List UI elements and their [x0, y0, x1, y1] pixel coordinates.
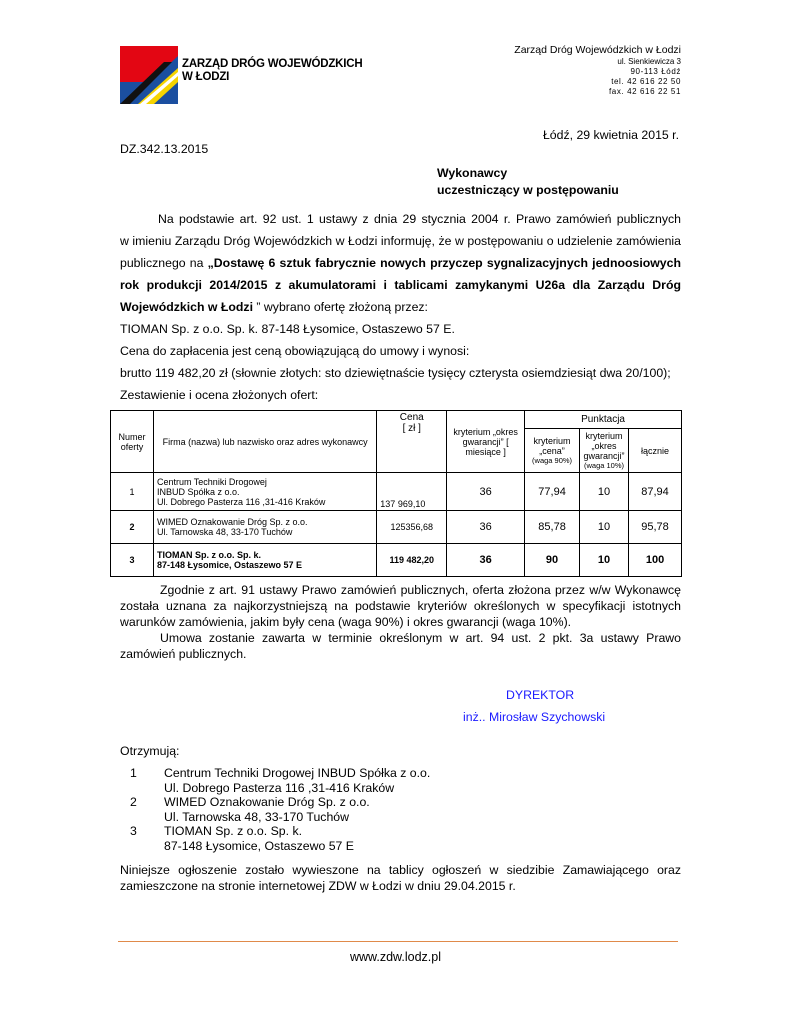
row-score-warranty: 10: [580, 544, 629, 577]
list-item-line: Ul. Tarnowska 48, 33-170 Tuchów: [164, 809, 350, 824]
header-address: [514, 44, 681, 97]
recipient-line2: uczestniczący w postępowaniu: [437, 183, 619, 197]
header-price-unit: [ zł ]: [402, 423, 421, 434]
recipient-line1: Wykonawcy: [437, 166, 508, 180]
row-firm: [153, 544, 376, 577]
header-crit-price-weight: (waga 90%): [532, 456, 573, 465]
table-row: [111, 473, 682, 511]
price-line: brutto 119 482,20 zł (słownie złotych: sto dziewiętnaście tysięcy czterysta osiemdziesiąt dwa 20/100);: [120, 366, 671, 380]
firm-line: Ul. Dobrego Pasterza 116 ,31-416 Kraków: [156, 496, 326, 507]
firm-line: Ul. Tarnowska 48, 33-170 Tuchów: [156, 527, 293, 537]
firm-line: TIOMAN Sp. z o.o. Sp. k.: [156, 550, 261, 560]
list-item: [130, 795, 430, 810]
header-total: łącznie: [629, 429, 682, 473]
recipients-list: [130, 766, 430, 853]
firm-line: INBUD Spółka z o.o.: [156, 486, 240, 497]
price-intro: Cena do zapłacenia jest ceną obowiązującą do umowy i wynosi:: [120, 344, 470, 358]
list-item-number: 1: [130, 766, 137, 780]
subject-bold-2: rok produkcji 2014/2015 z akumulatorami i tablicami zamykanymi U26a dla Zarządu Dróg: [120, 278, 681, 292]
row-price: 119 482,20: [377, 544, 447, 577]
firm-line: Centrum Techniki Drogowej: [156, 476, 267, 487]
row-price: 125356,68: [377, 511, 447, 544]
phone: tel. 42 616 22 50: [611, 77, 681, 86]
subject-bold-3: Wojewódzkich w Łodzi: [120, 300, 253, 314]
firm-line: WIMED Oznakowanie Dróg Sp. z o.o.: [156, 517, 308, 527]
city: 90-113 Łódź: [630, 67, 681, 76]
firm-line: 87-148 Łysomice, Ostaszewo 57 E: [156, 560, 303, 570]
row-price: 137 969,10: [377, 473, 447, 511]
header-price-label: Cena: [399, 412, 424, 423]
table-title: Zestawienie i ocena złożonych ofert:: [120, 388, 319, 402]
header-firm: Firma (nazwa) lub nazwisko oraz adres wykonawcy: [153, 411, 376, 473]
header-crit-price: [525, 429, 580, 473]
row-total: 95,78: [629, 511, 682, 544]
header-criterion: kryterium „okres gwarancji” [ miesiące ]: [447, 411, 525, 473]
award-paragraph: Zgodnie z art. 91 ustawy Prawo zamówień publicznych, oferta złożona przez w/w Wykonawcę została uznana za najkorzystniejszą na podstawie kryteriów określonych w specyfikacji istotnych warunków zamówienia, jakim były cena (waga 90%) i okres gwarancji (waga 10%).: [120, 583, 681, 629]
body-line3: [120, 252, 681, 274]
row-firm: [153, 511, 376, 544]
header-crit-price-label: kryterium „cena”: [533, 436, 571, 456]
offers-table: [110, 410, 682, 577]
list-item-line: Centrum Techniki Drogowej INBUD Spółka z o.o.: [164, 766, 431, 780]
winner-line: TIOMAN Sp. z o.o. Sp. k. 87-148 Łysomice, Ostaszewo 57 E.: [120, 322, 455, 336]
org-name: Zarząd Dróg Wojewódzkich w Łodzi: [514, 44, 681, 56]
row-number: 1: [111, 473, 154, 511]
header-scoring: Punktacja: [525, 411, 682, 429]
row-total: 100: [629, 544, 682, 577]
zdw-logo: [120, 46, 178, 104]
row-firm: [153, 473, 376, 511]
body-line3-pre: publicznego na: [120, 256, 208, 270]
closing-note: Niniejsze ogłoszenie zostało wywieszone na tablicy ogłoszeń w siedzibie Zamawiającego oraz zamieszczone na stronie internetowej ZDW w Łodzi w dniu 29.04.2015 r.: [120, 863, 681, 893]
logo-text: [182, 58, 362, 84]
body-line5-rest: ” wybrano ofertę złożoną przez:: [253, 300, 428, 314]
signer-title: DYREKTOR: [506, 688, 575, 702]
logo-line1: ZARZĄD DRÓG WOJEWÓDZKICH: [182, 58, 363, 70]
place-date: Łódź, 29 kwietnia 2015 r.: [542, 128, 679, 142]
header-crit-warranty: [580, 429, 629, 473]
list-item-line: WIMED Oznakowanie Dróg Sp. z o.o.: [164, 795, 370, 809]
list-item-line: 87-148 Łysomice, Ostaszewo 57 E: [164, 838, 355, 853]
street: ul. Sienkiewicza 3: [617, 57, 681, 66]
row-number: 3: [111, 544, 154, 577]
row-score-warranty: 10: [580, 473, 629, 511]
table-row: [111, 544, 682, 577]
header-crit-warranty-weight: (waga 10%): [584, 461, 625, 470]
list-item-line: TIOMAN Sp. z o.o. Sp. k.: [164, 824, 303, 838]
row-total: 87,94: [629, 473, 682, 511]
list-item: [130, 824, 430, 839]
fax: fax. 42 616 22 51: [608, 87, 681, 96]
row-months: 36: [447, 473, 525, 511]
header-number: Numer oferty: [111, 411, 154, 473]
row-months: 36: [447, 511, 525, 544]
signer-name: inż.. Mirosław Szychowski: [463, 710, 606, 724]
row-score-price: 85,78: [525, 511, 580, 544]
table-row: [111, 511, 682, 544]
header-crit-warranty-label: kryterium „okres gwarancji”: [583, 431, 625, 461]
body-line5: [120, 296, 681, 318]
row-months: 36: [447, 544, 525, 577]
list-item: [130, 766, 430, 781]
row-number: 2: [111, 511, 154, 544]
letter-body: [120, 208, 681, 406]
footer-divider: [118, 941, 678, 942]
recipients-label: Otrzymują:: [120, 744, 180, 758]
header-price: [377, 411, 447, 473]
row-score-price: 90: [525, 544, 580, 577]
list-item-number: 2: [130, 795, 137, 809]
logo-line2: W ŁODZI: [182, 71, 230, 83]
reference-number: DZ.342.13.2015: [120, 142, 209, 156]
row-score-warranty: 10: [580, 511, 629, 544]
list-item-number: 3: [130, 824, 137, 838]
list-item-line: Ul. Dobrego Pasterza 116 ,31-416 Kraków: [164, 780, 395, 795]
contract-paragraph: Umowa zostanie zawarta w terminie określonym w art. 94 ust. 2 pkt. 3a ustawy Prawo zamówień publicznych.: [120, 631, 681, 661]
body-line2: w imieniu Zarządu Dróg Wojewódzkich w Łodzi informuję, że w postępowaniu o udzielenie zamówienia: [120, 234, 681, 248]
body-line1: Na podstawie art. 92 ust. 1 ustawy z dnia 29 stycznia 2004 r. Prawo zamówień publicznych: [158, 212, 681, 226]
row-score-price: 77,94: [525, 473, 580, 511]
subject-bold-1: „Dostawę 6 sztuk fabrycznie nowych przyczep sygnalizacyjnych jednoosiowych: [207, 256, 681, 270]
recipient-block: [437, 165, 619, 199]
footer-url[interactable]: www.zdw.lodz.pl: [349, 950, 441, 964]
